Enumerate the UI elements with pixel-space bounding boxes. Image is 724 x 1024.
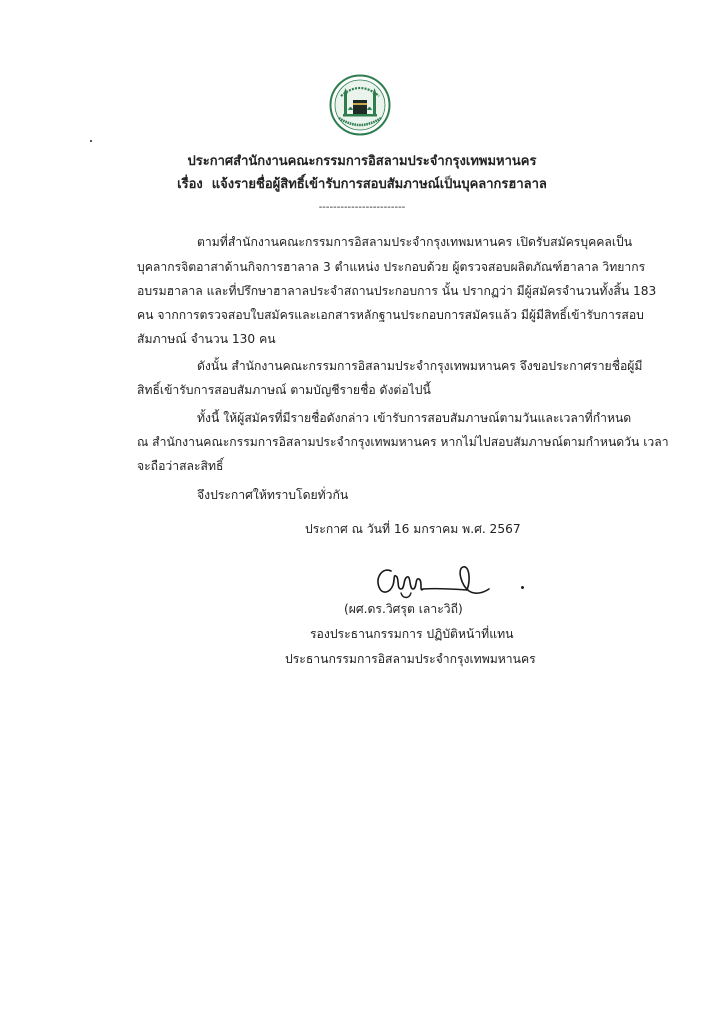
closing-statement: จึงประกาศให้ทราบโดยทั่วกัน bbox=[197, 488, 349, 502]
paragraph-line: อบรมฮาลาล และที่ปรึกษาฮาลาลประจำสถานประกอบการ นั้น ปรากฏว่า มีผู้สมัครจำนวนทั้งสิ้น 183 bbox=[137, 284, 657, 298]
scan-speck bbox=[90, 140, 92, 142]
title-divider: ------------------------ bbox=[318, 202, 406, 213]
signature-dot bbox=[521, 586, 524, 589]
announcement-date: ประกาศ ณ วันที่ 16 มกราคม พ.ศ. 2567 bbox=[305, 522, 521, 536]
paragraph-line: ดังนั้น สำนักงานคณะกรรมการอิสลามประจำกรุงเทพมหานคร จึงขอประกาศรายชื่อผู้มี bbox=[197, 359, 643, 373]
paragraph-line: สัมภาษณ์ จำนวน 130 คน bbox=[137, 332, 276, 346]
signatory-name: (ผศ.ดร.วิศรุต เลาะวิถี) bbox=[344, 602, 463, 616]
announcement-title: ประกาศสำนักงานคณะกรรมการอิสลามประจำกรุงเทพมหานคร bbox=[187, 154, 537, 169]
paragraph-line: คน จากการตรวจสอบใบสมัครและเอกสารหลักฐานประกอบการสมัครแล้ว มีผู้มีสิทธิ์เข้ารับการสอบ bbox=[137, 308, 644, 322]
signatory-position: ประธานกรรมการอิสลามประจำกรุงเทพมหานคร bbox=[285, 652, 536, 666]
announcement-subject bbox=[0, 176, 724, 194]
paragraph-line: ณ สำนักงานคณะกรรมการอิสลามประจำกรุงเทพมหานคร หากไม่ไปสอบสัมภาษณ์ตามกำหนดวัน เวลา bbox=[137, 435, 669, 449]
paragraph-line: จะถือว่าสละสิทธิ์ bbox=[137, 459, 224, 473]
subject-text: แจ้งรายชื่อผู้สิทธิ์เข้ารับการสอบสัมภาษณ์เป็นบุคลากรฮาลาล bbox=[211, 177, 547, 192]
organization-seal-icon bbox=[329, 74, 391, 136]
signatory-position: รองประธานกรรมการ ปฏิบัติหน้าที่แทน bbox=[310, 627, 514, 641]
paragraph-line: ทั้งนี้ ให้ผู้สมัครที่มีรายชื่อดังกล่าว เข้ารับการสอบสัมภาษณ์ตามวันและเวลาที่กำหนด bbox=[197, 411, 632, 425]
subject-label: เรื่อง bbox=[177, 177, 203, 192]
paragraph-line: ตามที่สำนักงานคณะกรรมการอิสลามประจำกรุงเทพมหานคร เปิดรับสมัครบุคคลเป็น bbox=[197, 235, 633, 249]
paragraph-line: บุคลากรจิตอาสาด้านกิจการฮาลาล 3 ตำแหน่ง ประกอบด้วย ผู้ตรวจสอบผลิตภัณฑ์ฮาลาล วิทยากร bbox=[137, 260, 646, 274]
paragraph-line: สิทธิ์เข้ารับการสอบสัมภาษณ์ ตามบัญชีรายชื่อ ดังต่อไปนี้ bbox=[137, 383, 431, 397]
handwritten-signature-icon bbox=[357, 559, 507, 603]
